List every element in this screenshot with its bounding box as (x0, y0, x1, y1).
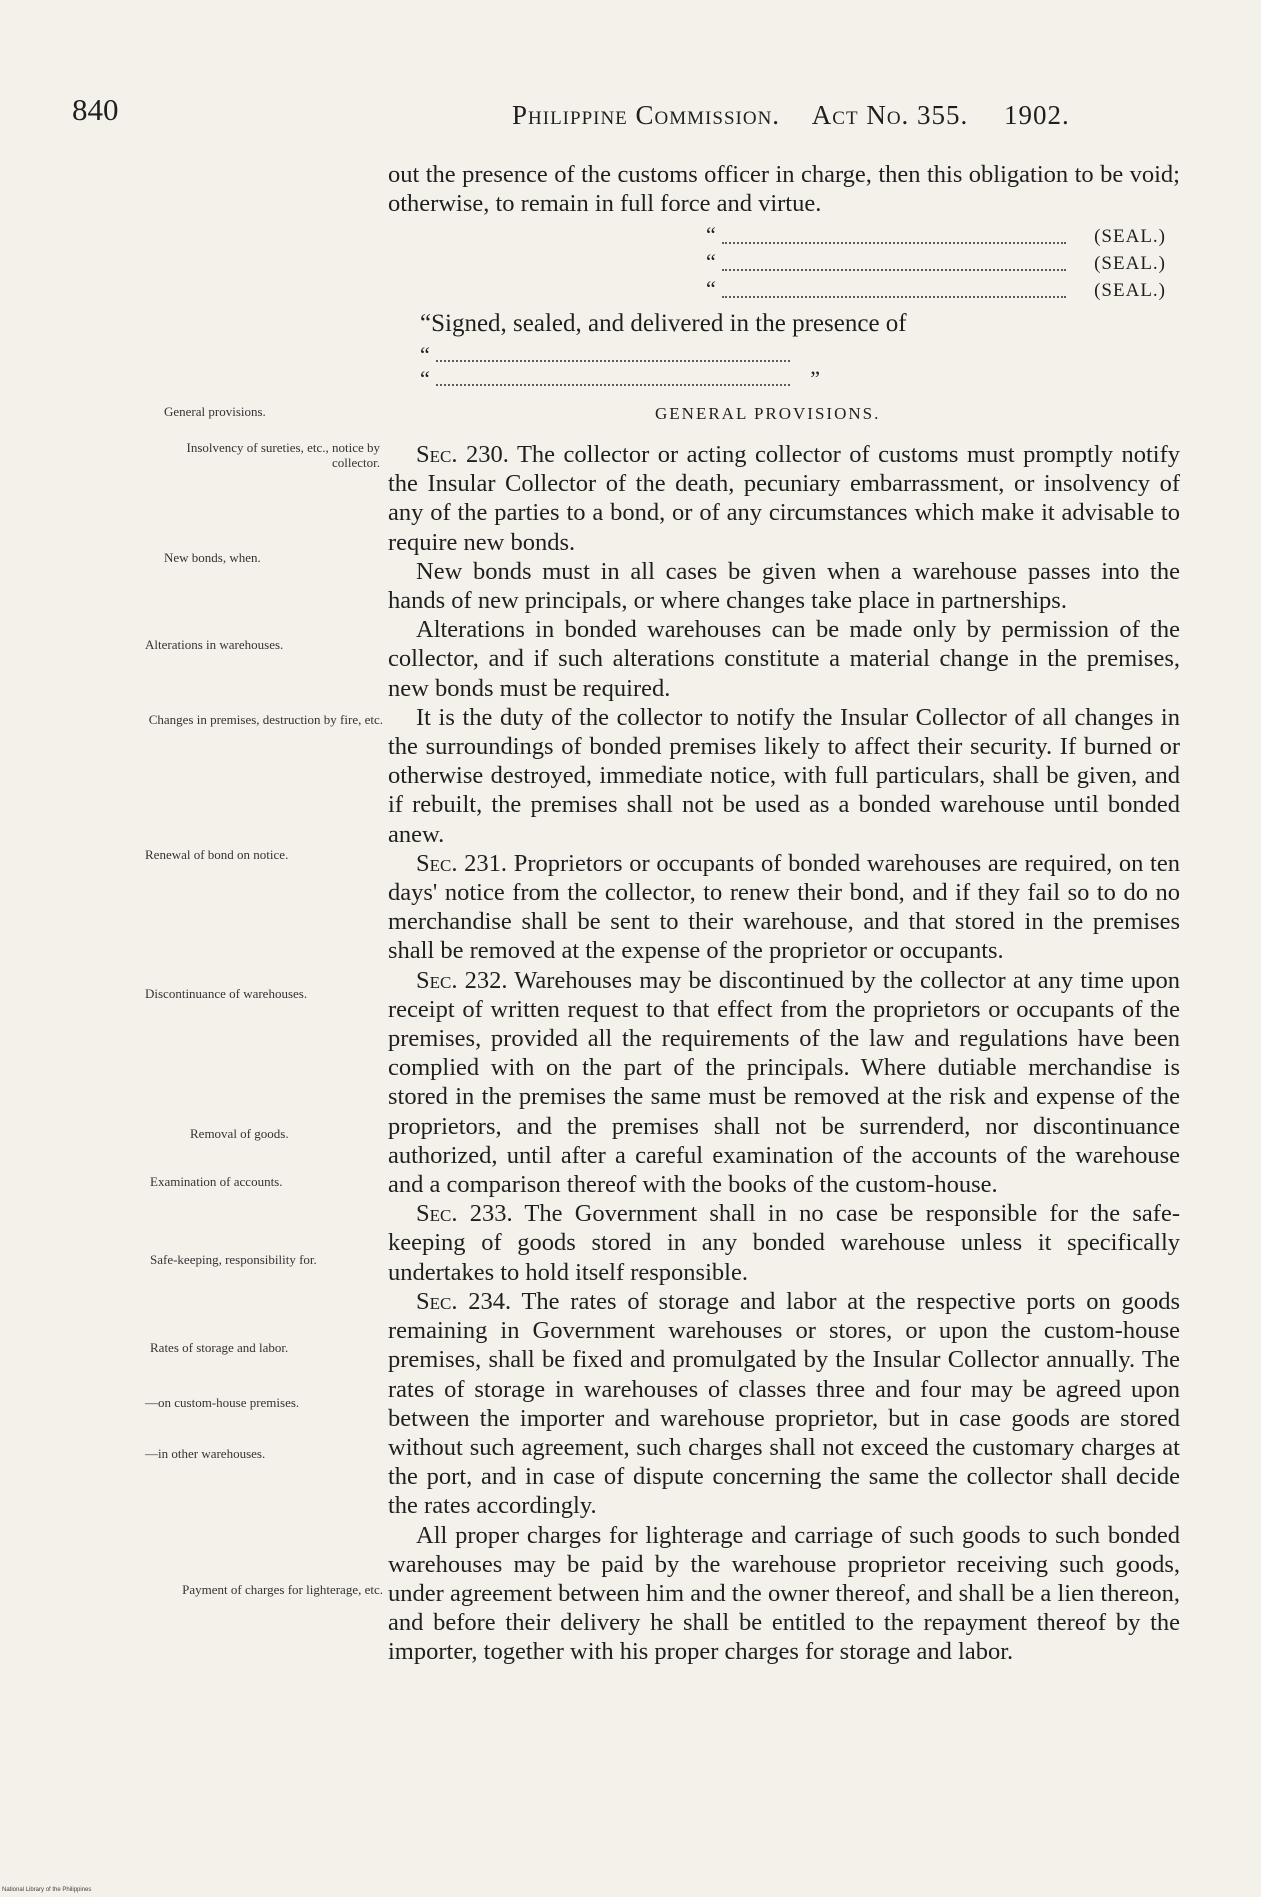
sidenote: Examination of accounts. (150, 1174, 283, 1189)
paragraph-sec-233 (388, 1199, 1180, 1287)
dotted-line (722, 269, 1066, 271)
close-quote: ” (810, 366, 820, 391)
sidenote: New bonds, when. (164, 550, 261, 565)
section-number: Sec. 234. (416, 1287, 512, 1315)
sidenote: Renewal of bond on notice. (145, 847, 289, 862)
paragraph-text: It is the duty of the collector to notify the Insular Collector of all changes in the surroundings of bonded premises likely to affect their security. If burned or otherwise destroyed, immediate notice, with full particulars, shall be given, and if rebuilt, the premises shall not be used as a bonded warehouse until bonded anew. (388, 703, 1180, 848)
paragraph-sec-234 (388, 1287, 1180, 1521)
dotted-line (436, 360, 790, 362)
page-number: 840 (72, 92, 119, 127)
paragraph-sec-231 (388, 849, 1180, 966)
sidenote: Discontinuance of warehouses. (145, 986, 308, 1001)
paragraph-changes-in-premises (388, 703, 1180, 849)
seal-label: (SEAL.) (1094, 253, 1166, 274)
section-number: Sec. 232. (416, 966, 508, 994)
paragraph-text: The collector or acting collector of customs must promptly notify the Insular Collector of the death, pecuniary embarrassment, or insolvency of any of the parties to a bond, or of any circumstances which make it advisable to require new bonds. (388, 441, 1180, 556)
paragraph-text: Alterations in bonded warehouses can be made only by permission of the collector, and if such alterations constitute a material change in the premises, new bonds must be required. (388, 616, 1180, 702)
paragraph-text: The rates of storage and labor at the respective ports on goods remaining in Government warehouses or stores, or upon the custom-house premises, shall be fixed and promulgated by the Insular Collector annually. The rates of storage in warehouses of classes three and four may be agreed upon between the importer and warehouse proprietor, but in case goods are stored without such agreement, such charges shall not exceed the customary charges at the port, and in case of dispute concerning the same the collector shall decide the rates accordingly. (388, 1287, 1180, 1520)
section-number: Sec. 231. (416, 849, 508, 877)
section-number: Sec. 233. (416, 1200, 513, 1228)
seal-label: (SEAL.) (1094, 280, 1166, 301)
paragraph-text: Warehouses may be discontinued by the collector at any time upon receipt of written request to that effect from the proprietors or occupants of the premises, provided all the requirements of the law and regulations have been complied with on the part of the principals. Where dutiable merchandise is stored in the premises the same must be removed at the risk and expense of the proprietors, and the premises shall not be surrenderd, nor discontinuance authorized, until after a careful examination of the accounts of the warehouse and a comparison thereof with the books of the custom-house. (388, 966, 1180, 1199)
seal-label: (SEAL.) (1094, 226, 1166, 247)
open-quote: “ (420, 366, 430, 391)
witness-line (420, 342, 820, 372)
paragraph-sec-232 (388, 966, 1180, 1200)
paragraph-text: All proper charges for lighterage and carriage of such goods to such bonded warehouses may be paid by the warehouse proprietor receiving such goods, under agreement between him and the owner thereof, and shall be a lien thereon, and before their delivery he shall be entitled to the repayment thereof by the importer, together with his proper charges for storage and labor. (388, 1521, 1180, 1666)
open-quote: “ (706, 276, 716, 301)
sidenote: —on custom-house premises. (145, 1395, 300, 1410)
paragraph-text: The Government shall in no case be responsible for the safe-keeping of goods stored in any bonded warehouse unless it specifically undertakes to hold itself responsible. (388, 1200, 1180, 1286)
signature-line (706, 276, 1166, 308)
witness-line (420, 366, 820, 396)
running-head (512, 100, 1070, 131)
signature-line (706, 249, 1166, 281)
sidenote: Changes in premises, destruction by fire, etc. (148, 712, 383, 727)
signed-sealed-delivered: “Signed, sealed, and delivered in the presence of (420, 310, 907, 337)
intro-paragraph: out the presence of the customs officer in charge, then this obligation to be void; otherwise, to remain in full force and virtue. (388, 161, 1180, 217)
dotted-line (436, 384, 790, 386)
body-text (388, 440, 1180, 1667)
section-heading: GENERAL PROVISIONS. (655, 404, 881, 423)
paragraph-text: New bonds must in all cases be given when a warehouse passes into the hands of new principals, or where changes take place in partnerships. (388, 557, 1180, 615)
open-quote: “ (420, 342, 430, 367)
running-title: Philippine Commission. (512, 100, 781, 130)
signature-line (706, 222, 1166, 254)
paragraph-text: Proprietors or occupants of bonded warehouses are required, on ten days' notice from the collector, to renew their bond, and if they fail so to do no merchandise shall be sent to their warehouse, and that stored in the premises shall be removed at the expense of the proprietor or occupants. (388, 849, 1180, 965)
sidenote: Payment of charges for lighterage, etc. (182, 1582, 383, 1597)
intro-text (388, 160, 1180, 218)
paragraph-alterations (388, 615, 1180, 703)
sidenote: Rates of storage and labor. (150, 1340, 289, 1355)
paragraph-new-bonds (388, 557, 1180, 615)
sidenote: General provisions. (164, 404, 266, 419)
open-quote: “ (706, 222, 716, 247)
act-number: Act No. 355. (811, 100, 969, 130)
sidenote: —in other warehouses. (145, 1446, 266, 1461)
paragraph-lighterage (388, 1521, 1180, 1667)
scan-footer: National Library of the Philippines (2, 1887, 92, 1893)
year: 1902. (1004, 100, 1070, 130)
paragraph-sec-230 (388, 440, 1180, 557)
sidenote: Alterations in warehouses. (145, 637, 284, 652)
dotted-line (722, 296, 1066, 298)
open-quote: “ (706, 249, 716, 274)
sidenote: Safe-keeping, responsibility for. (150, 1252, 317, 1267)
sidenote: Removal of goods. (190, 1126, 289, 1141)
section-number: Sec. 230. (416, 441, 509, 468)
sidenote: Insolvency of sureties, etc., notice by collector. (186, 440, 380, 470)
dotted-line (722, 242, 1066, 244)
